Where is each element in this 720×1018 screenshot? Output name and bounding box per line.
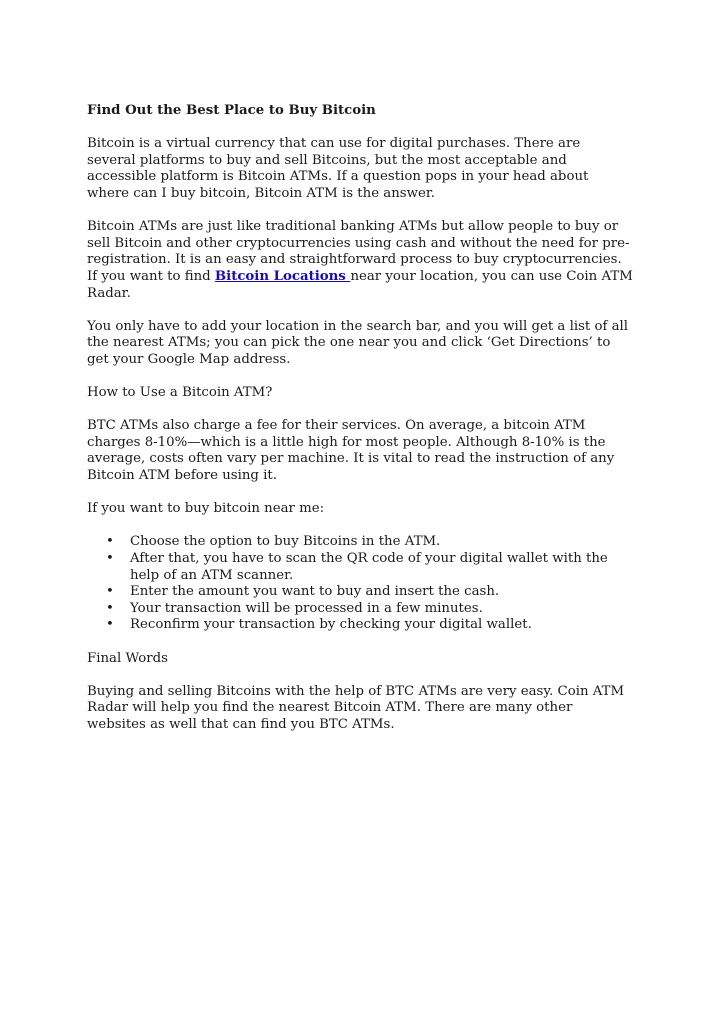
list-item — [106, 551, 633, 584]
atm-paragraph-text-end: near your location, you can use Coin ATM Radar. — [87, 268, 633, 301]
buy-intro-paragraph: If you want to buy bitcoin near me: — [87, 501, 325, 517]
fee-paragraph: BTC ATMs also charge a fee for their services. On average, a bitcoin ATM charges 8-10%—which is a little high for most people. Although 8-10% is the average, costs often vary per machine. It is vital to read the instruction of any Bitcoin ATM before using it. — [87, 418, 615, 484]
list-item-text: Choose the option to buy Bitcoins in the ATM. — [130, 534, 441, 550]
how-to-heading: How to Use a Bitcoin ATM? — [87, 385, 273, 401]
list-item-text: Your transaction will be processed in a few minutes. — [130, 600, 483, 616]
steps-list — [87, 534, 633, 634]
bullet-icon: • — [106, 584, 114, 600]
document-body — [87, 103, 633, 750]
intro-paragraph: Bitcoin is a virtual currency that can use for digital purchases. There are several platforms to buy and sell Bitcoins, but the most acceptable and accessible platform is Bitcoin ATMs. If a question pops in your head about where can I buy bitcoin, Bitcoin ATM is the answer. — [87, 136, 589, 201]
bullet-icon: • — [106, 600, 114, 616]
bullet-icon: • — [106, 551, 114, 567]
list-item — [106, 600, 633, 618]
list-item-text: Enter the amount you want to buy and insert the cash. — [130, 584, 500, 600]
search-paragraph: You only have to add your location in the search bar, and you will get a list of all the nearest ATMs; you can pick the one near you and click ‘Get Directions’ to get your Google Map address. — [87, 318, 629, 367]
document-title: Find Out the Best Place to Buy Bitcoin — [87, 103, 376, 118]
list-item — [106, 534, 633, 551]
atm-paragraph — [87, 219, 633, 302]
closing-paragraph: Buying and selling Bitcoins with the help of BTC ATMs are very easy. Coin ATM Radar will help you find the nearest Bitcoin ATM. There are many other websites as well that can find you BTC ATMs. — [87, 683, 625, 732]
atm-paragraph-text: Bitcoin ATMs are just like traditional banking ATMs but allow people to buy or sell Bitcoin and other cryptocurrencies using cash and without the need for pre-registration. It is an easy and straightforward process to buy cryptocurrencies. If you want to find — [87, 219, 630, 284]
list-item — [106, 584, 633, 601]
list-item-text: Reconfirm your transaction by checking your digital wallet. — [130, 617, 532, 633]
bullet-icon: • — [106, 534, 114, 550]
final-words-heading: Final Words — [87, 650, 168, 666]
bullet-icon: • — [106, 617, 114, 633]
list-item — [106, 617, 633, 634]
bitcoin-locations-link[interactable]: Bitcoin Locations — [214, 268, 351, 284]
list-item-text: After that, you have to scan the QR code of your digital wallet with the help of an ATM scanner. — [130, 551, 608, 583]
